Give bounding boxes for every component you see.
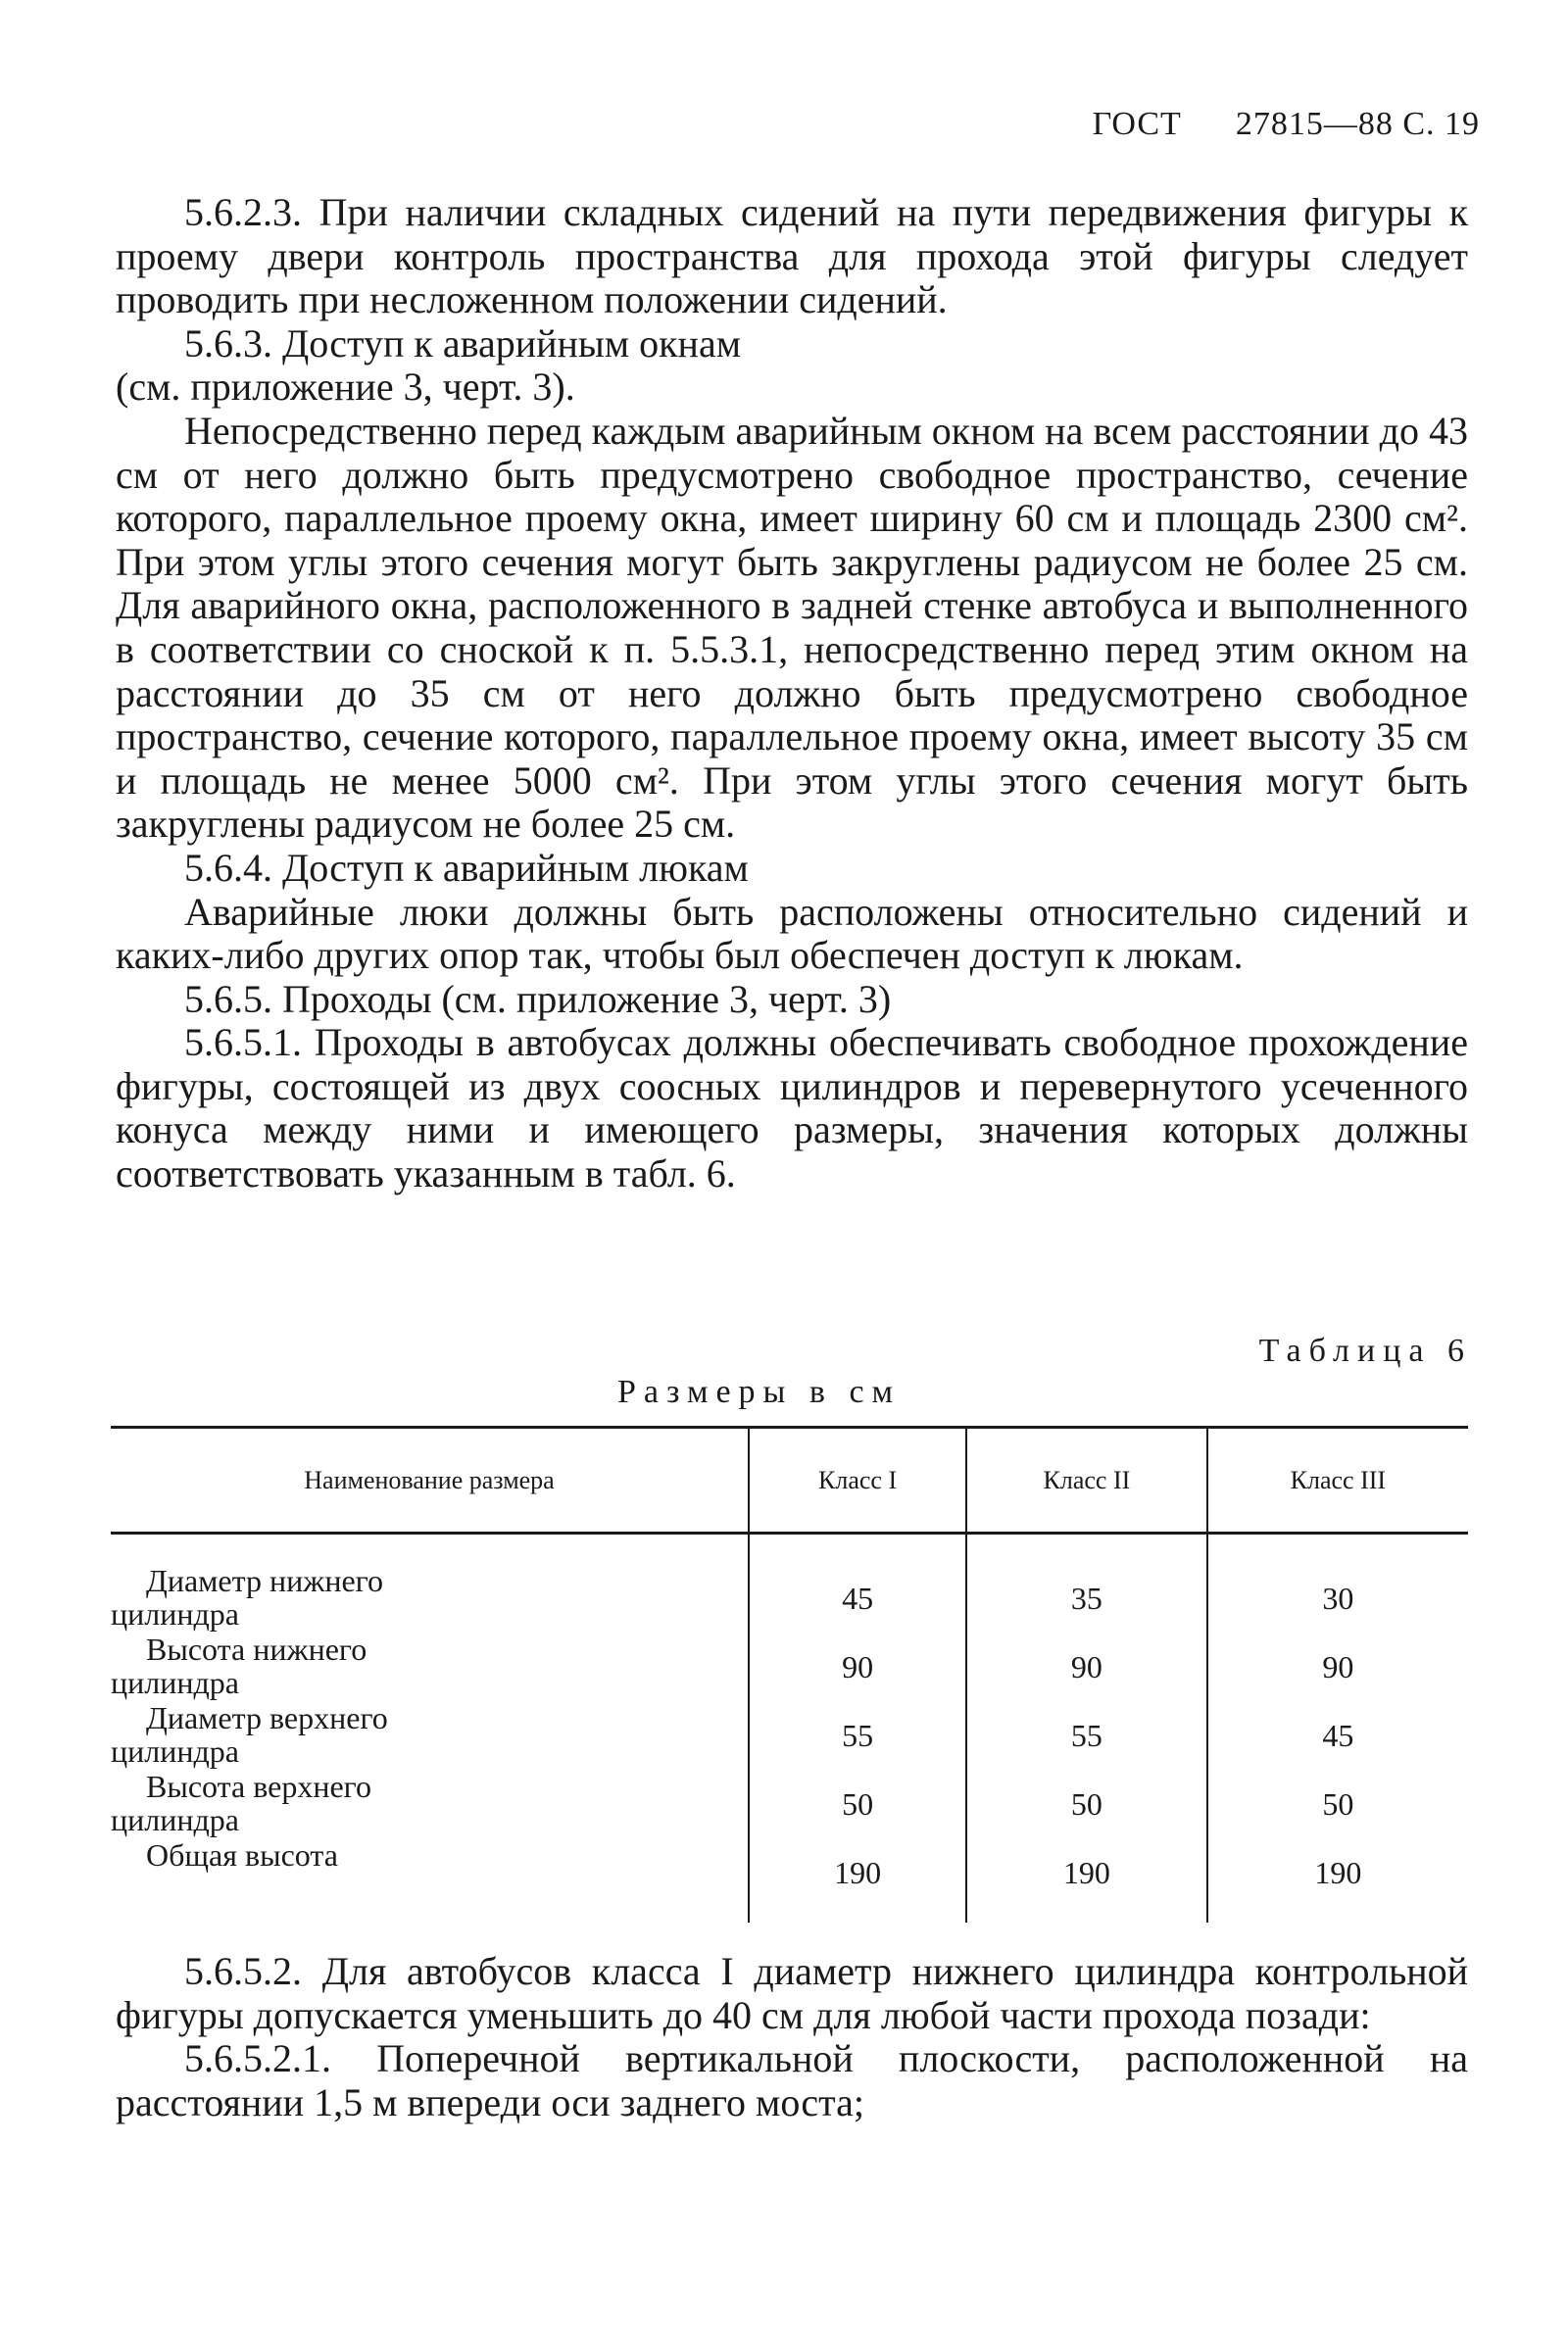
body-text-top bbox=[116, 191, 1468, 1196]
cell-class-2: 35 bbox=[966, 1534, 1207, 1634]
cell-class-2: 90 bbox=[966, 1633, 1207, 1701]
paragraph-5-6-5-2: 5.6.5.2. Для автобусов класса I диаметр нижнего цилиндра контрольной фигуры допускается уменьшить до 40 см для любой части прохода позади: bbox=[116, 1949, 1468, 2037]
cell-class-1: 190 bbox=[749, 1838, 966, 1923]
cell-class-1: 45 bbox=[749, 1534, 966, 1634]
table-row bbox=[111, 1534, 1468, 1634]
cell-class-3: 50 bbox=[1207, 1770, 1468, 1838]
column-header-name: Наименование размера bbox=[111, 1428, 749, 1534]
paragraph-5-6-3: Непосредственно перед каждым аварийным окном на всем расстоянии до 43 см от него должно быть предусмотрено свободное пространство, сечение которого, параллельное проему окна, имеет ширину 60 см и площадь 2300 см². При этом углы этого сечения могут быть закруглены радиусом не более 25 см. Для аварийного окна, расположенного в задней стенке автобуса и выполненного в соответствии со сноской к п. 5.5.3.1, непосредственно перед этим окном на расстоянии до 35 см от него должно быть предусмотрено свободное пространство, сечение которого, параллельное проему окна, имеет высоту 35 см и площадь не менее 5000 см². При этом углы этого сечения могут быть закруглены радиусом не более 25 см. bbox=[116, 408, 1468, 847]
row-label: Высота верхнего цилиндра bbox=[111, 1769, 371, 1837]
table-units: Размеры в см bbox=[617, 1374, 902, 1410]
paragraph-5-6-5-1: 5.6.5.1. Проходы в автобусах должны обеспечивать свободное прохождение фигуры, состоящей из двух соосных цилиндров и перевернутого усеченного конуса между ними и имеющего размеры, значения которых должны соответствовать указанным в табл. 6. bbox=[116, 1020, 1468, 1196]
table-row bbox=[111, 1701, 1468, 1770]
table-row bbox=[111, 1770, 1468, 1838]
paragraph-5-6-5-2-1: 5.6.5.2.1. Поперечной вертикальной плоскости, расположенной на расстоянии 1,5 м впереди оси заднего моста; bbox=[116, 2036, 1468, 2124]
paragraph-5-6-4: Аварийные люки должны быть расположены относительно сидений и каких-либо других опор так, чтобы был обеспечен доступ к люкам. bbox=[116, 889, 1468, 978]
cell-class-1: 90 bbox=[749, 1633, 966, 1701]
column-header-class-3: Класс III bbox=[1207, 1428, 1468, 1534]
cell-class-2: 55 bbox=[966, 1701, 1207, 1770]
dimensions-table bbox=[111, 1426, 1468, 1923]
header-page: С. 19 bbox=[1402, 106, 1480, 142]
table-row bbox=[111, 1633, 1468, 1701]
cell-class-3: 45 bbox=[1207, 1701, 1468, 1770]
page-header bbox=[1093, 106, 1480, 143]
table-caption: Таблица 6 bbox=[1258, 1333, 1472, 1369]
heading-5-6-4: 5.6.4. Доступ к аварийным люкам bbox=[184, 845, 749, 890]
header-number: 27815—88 bbox=[1235, 106, 1394, 142]
row-label: Диаметр нижнего цилиндра bbox=[111, 1563, 383, 1632]
heading-5-6-5: 5.6.5. Проходы (см. приложение 3, черт. 3) bbox=[184, 976, 892, 1021]
column-header-class-2: Класс II bbox=[966, 1428, 1207, 1534]
cell-class-3: 190 bbox=[1207, 1838, 1468, 1923]
heading-5-6-3-ref: (см. приложение 3, черт. 3). bbox=[116, 365, 575, 410]
cell-class-1: 55 bbox=[749, 1701, 966, 1770]
cell-class-2: 190 bbox=[966, 1838, 1207, 1923]
cell-class-1: 50 bbox=[749, 1770, 966, 1838]
cell-class-3: 90 bbox=[1207, 1633, 1468, 1701]
header-standard: ГОСТ bbox=[1092, 106, 1182, 142]
row-label: Общая высота bbox=[146, 1837, 338, 1873]
table-header-row bbox=[111, 1428, 1468, 1534]
column-header-class-1: Класс I bbox=[749, 1428, 966, 1534]
cell-class-3: 30 bbox=[1207, 1534, 1468, 1634]
row-label: Высота нижнего цилиндра bbox=[111, 1632, 368, 1700]
table-row bbox=[111, 1838, 1468, 1923]
row-label: Диаметр верхнего цилиндра bbox=[111, 1700, 388, 1769]
cell-class-2: 50 bbox=[966, 1770, 1207, 1838]
paragraph-5-6-2-3: 5.6.2.3. При наличии складных сидений на пути передвижения фигуры к проему двери контроль пространства для прохода этой фигуры следует проводить при несложенном положении сидений. bbox=[116, 190, 1468, 322]
body-text-bottom bbox=[116, 1950, 1468, 2124]
heading-5-6-3: 5.6.3. Доступ к аварийным окнам bbox=[184, 320, 742, 366]
